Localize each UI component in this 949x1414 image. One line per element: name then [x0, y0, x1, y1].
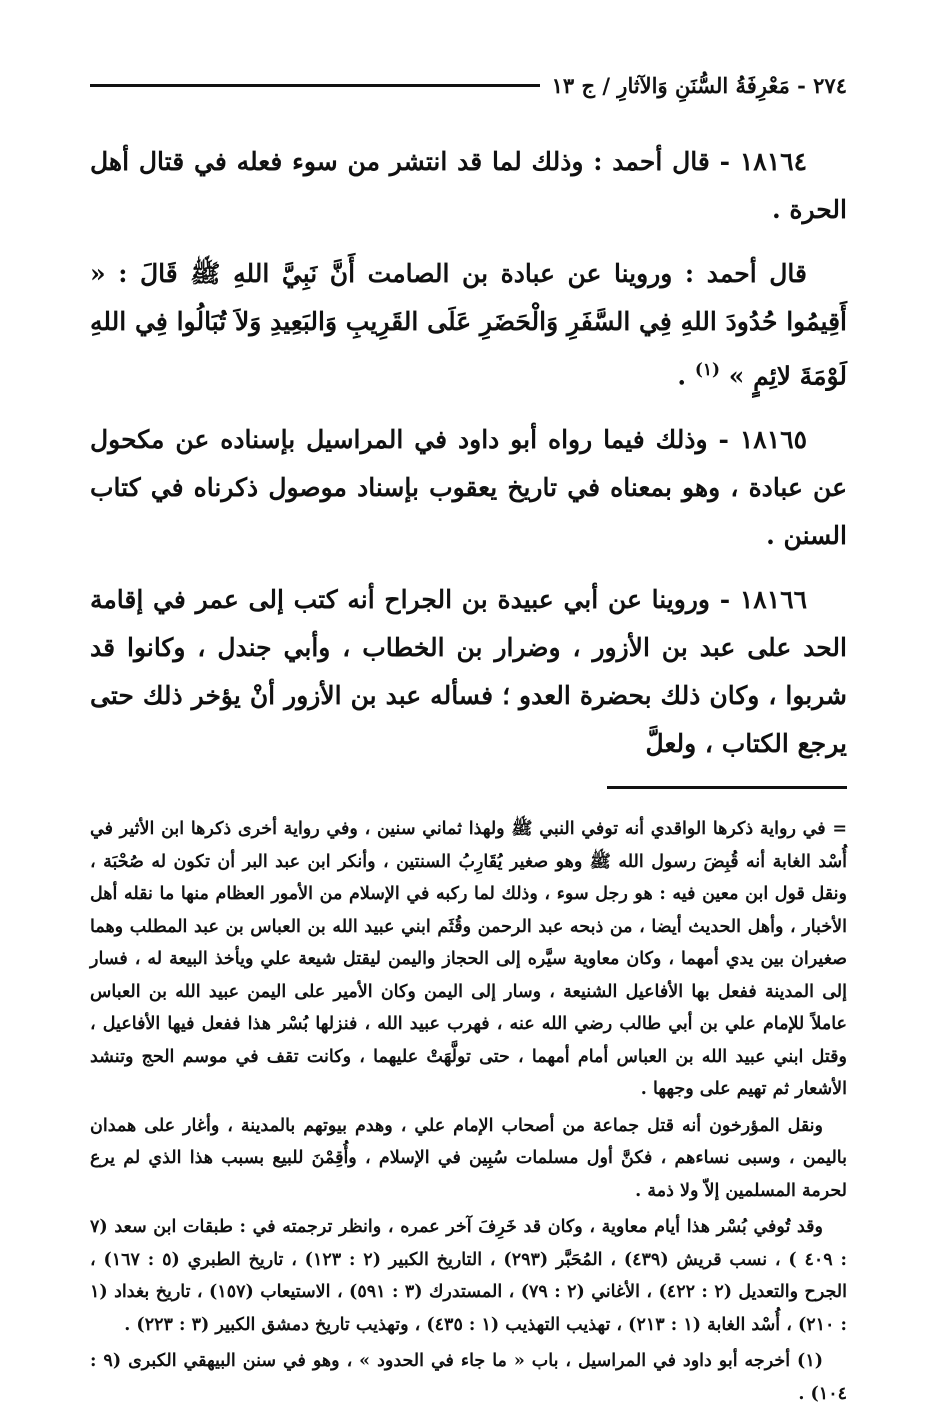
- header-rule: [90, 84, 540, 87]
- paragraph-18166: ١٨١٦٦ - وروينا عن أبي عبيدة بن الجراح أنه كتب إلى عمر في إقامة الحد على عبد بن الأزور ، وضرار بن الخطاب ، وأبي جندل ، وكانوا قد شربوا ، وكان ذلك بحضرة العدو ؛ فسأله عبد بن الأزور أنْ يؤخر ذلك حتى يرجع الكتاب ، ولعلَّ: [90, 585, 847, 759]
- paragraph-18165: ١٨١٦٥ - وذلك فيما رواه أبو داود في المراسيل بإسناده عن مكحول عن عبادة ، وهو بمعناه في تاريخ يعقوب بإسناد موصول ذكرناه في كتاب السنن .: [90, 425, 847, 551]
- paragraph-18164: ١٨١٦٤ - قال أحمد : وذلك لما قد انتشر من سوء فعله في قتال أهل الحرة .: [90, 147, 847, 224]
- footnote-historians: ونقل المؤرخون أنه قتل جماعة من أصحاب الإمام علي ، وهدم بيوتهم بالمدينة ، وأغار على همدان باليمن ، وسبى نساءهم ، فكنَّ أول مسلمات سُبِين في الإسلام ، وأُقِمْنَ للبيع بسبب هذا الذي لم يرع لحرمة المسلمين إلاّ ولا ذمة .: [90, 1115, 847, 1201]
- running-title: ٢٧٤ - مَعْرِفَةُ السُّنَنِ وَالآثارِ / ج ١٣: [551, 72, 847, 98]
- book-page: [90, 70, 847, 1414]
- page-header: [90, 70, 847, 100]
- paragraph-end-mark: .: [677, 361, 695, 391]
- main-text: [90, 138, 847, 768]
- paragraph-hadith: [90, 250, 847, 400]
- footnote-continued: = في رواية ذكرها الواقدي أنه توفي النبي ﷺ ولهذا ثماني سنين ، وفي رواية أخرى ذكرها ابن الأثير في أُسْد الغابة أنه قُبِضَ رسول الله ﷺ وهو صغير يُقَارِبُ السنتين ، وأنكر ابن عبد البر أن تكون له صُحْبَة ، ونقل قول ابن معين فيه : هو رجل سوء ، وذلك لما ركبه في الإسلام من الأمور العظام منها ما نقله أهل الأخبار ، وأهل الحديث أيضا ، من ذبحه عبد الرحمن وقُثَم ابني عبيد الله بن العباس بن عبد المطلب وهما صغيران بين يدي أمهما ، وكان معاوية سيَّره إلى الحجاز واليمن ليقتل شيعة علي ويأخذ البيعة له ، فسار إلى المدينة ففعل بها الأفاعيل الشنيعة ، وسار إلى اليمن وكان الأمير على اليمن عبيد الله بن العباس عاملاً للإمام علي بن أبي طالب رضي الله عنه ، فهرب عبيد الله ، فنزلها بُسْر هذا ففعل فيها الأفاعيل ، وقتل ابني عبيد الله بن العباس أمام أمهما ، حتى تولَّهَتْ عليهما ، وكانت تقف في موسم الحج وتنشد الأشعار ثم تهيم على وجهها .: [90, 819, 847, 1100]
- footnotes: [90, 813, 847, 1410]
- footnote-1: (١) أخرجه أبو داود في المراسيل ، باب « ما جاء في الحدود » ، وهو في سنن البيهقي الكبرى (٩ : ١٠٤) .: [90, 1351, 847, 1404]
- footnote-biography-sources: وقد تُوفي بُسْر هذا أيام معاوية ، وكان قد خَرِفَ آخر عمره ، وانظر ترجمته في : طبقات ابن سعد (٧ : ٤٠٩ ) ، نسب قريش (٤٣٩) ، المُحَبَّر (٢٩٣) ، التاريخ الكبير (٢ : ١٢٣) ، تاريخ الطبري (٥ : ١٦٧) ، الجرح والتعديل (٢ : ٤٢٢) ، الأغاني (٢ : ٧٩) ، المستدرك (٣ : ٥٩١) ، الاستيعاب (١٥٧) ، تاريخ بغداد (١ : ٢١٠) ، أُسْد الغابة (١ : ٢١٣) ، تهذيب التهذيب (١ : ٤٣٥) ، وتهذيب تاريخ دمشق الكبير (٣ : ٢٢٣) .: [90, 1217, 847, 1335]
- footnote-separator: [607, 786, 847, 789]
- hadith-text: قال أحمد : وروينا عن عبادة بن الصامت أَنَّ نَبِيَّ اللهِ ﷺ قَالَ : « أَقِيمُوا حُدُودَ اللهِ فِي السَّفَرِ وَالْحَضَرِ عَلَى القَرِيبِ وَالبَعِيدِ وَلاَ تُبَالُوا فِي اللهِ لَوْمَةَ لائِمٍ »: [90, 259, 847, 391]
- footnote-ref-1: (١): [694, 360, 721, 380]
